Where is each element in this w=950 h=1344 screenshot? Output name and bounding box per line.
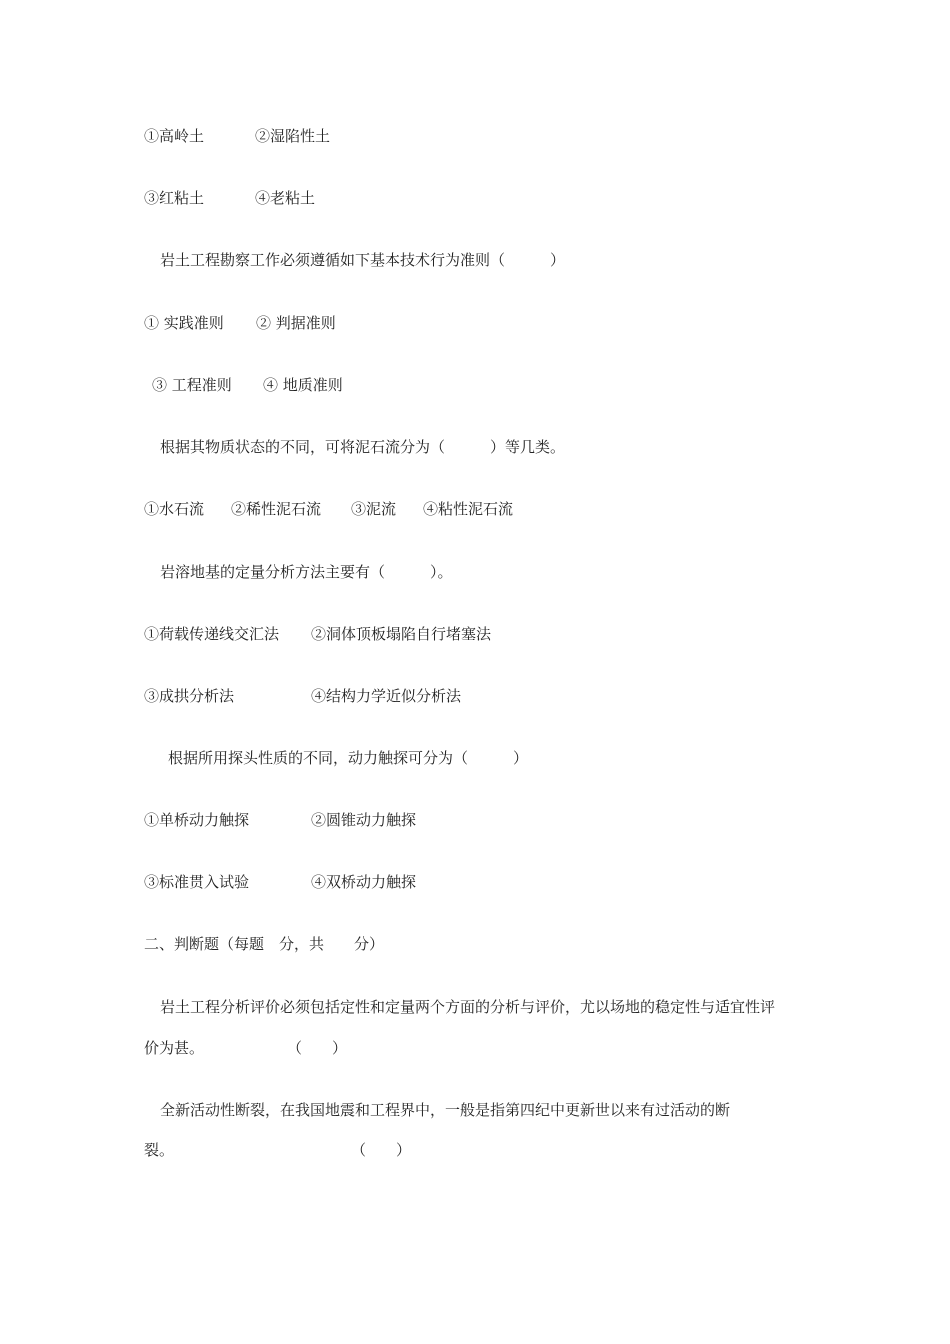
j1-answer-paren: （ ）	[287, 1039, 348, 1057]
q5-option-1: ①单桥动力触探	[144, 811, 250, 829]
q3-option-3: ③泥流	[351, 500, 397, 518]
q2-option-1: ① 实践准则	[144, 314, 224, 332]
q3-option-4: ④粘性泥石流	[423, 500, 514, 518]
j2-text-line-1: 全新活动性断裂，在我国地震和工程界中，一般是指第四纪中更新世以来有过活动的断	[160, 1101, 731, 1119]
q4-option-2: ②洞体顶板塌陷自行堵塞法	[311, 625, 492, 643]
q2-option-3: ③ 工程准则	[152, 376, 232, 394]
q1-option-1: ①高岭土	[144, 127, 205, 145]
q4-option-3: ③成拱分析法	[144, 687, 235, 705]
q5-option-2: ②圆锥动力触探	[311, 811, 417, 829]
q5-stem: 根据所用探头性质的不同，动力触探可分为（ ）	[168, 749, 529, 767]
q5-option-4: ④双桥动力触探	[311, 873, 417, 891]
q5-option-3: ③标准贯入试验	[144, 873, 250, 891]
j2-answer-paren: （ ）	[351, 1141, 412, 1159]
q4-option-1: ①荷载传递线交汇法	[144, 625, 280, 643]
q2-stem: 岩土工程勘察工作必须遵循如下基本技术行为准则（ ）	[160, 251, 566, 269]
q3-option-1: ①水石流	[144, 500, 205, 518]
q1-option-3: ③红粘土	[144, 189, 205, 207]
j1-text-end: 价为甚。	[144, 1039, 205, 1057]
q4-option-4: ④结构力学近似分析法	[311, 687, 462, 705]
j1-text-line-1: 岩土工程分析评价必须包括定性和定量两个方面的分析与评价，尤以场地的稳定性与适宜性评	[160, 998, 776, 1016]
q2-option-4: ④ 地质准则	[263, 376, 343, 394]
section-heading: 二、判断题（每题 分，共 分）	[144, 935, 385, 953]
q1-option-4: ④老粘土	[255, 189, 316, 207]
q4-stem: 岩溶地基的定量分析方法主要有（ ）。	[160, 563, 453, 581]
q3-option-2: ②稀性泥石流	[231, 500, 322, 518]
q2-option-2: ② 判据准则	[256, 314, 336, 332]
q3-stem: 根据其物质状态的不同，可将泥石流分为（ ）等几类。	[160, 438, 566, 456]
q1-option-2: ②湿陷性土	[255, 127, 331, 145]
j2-text-end: 裂。	[144, 1141, 175, 1159]
